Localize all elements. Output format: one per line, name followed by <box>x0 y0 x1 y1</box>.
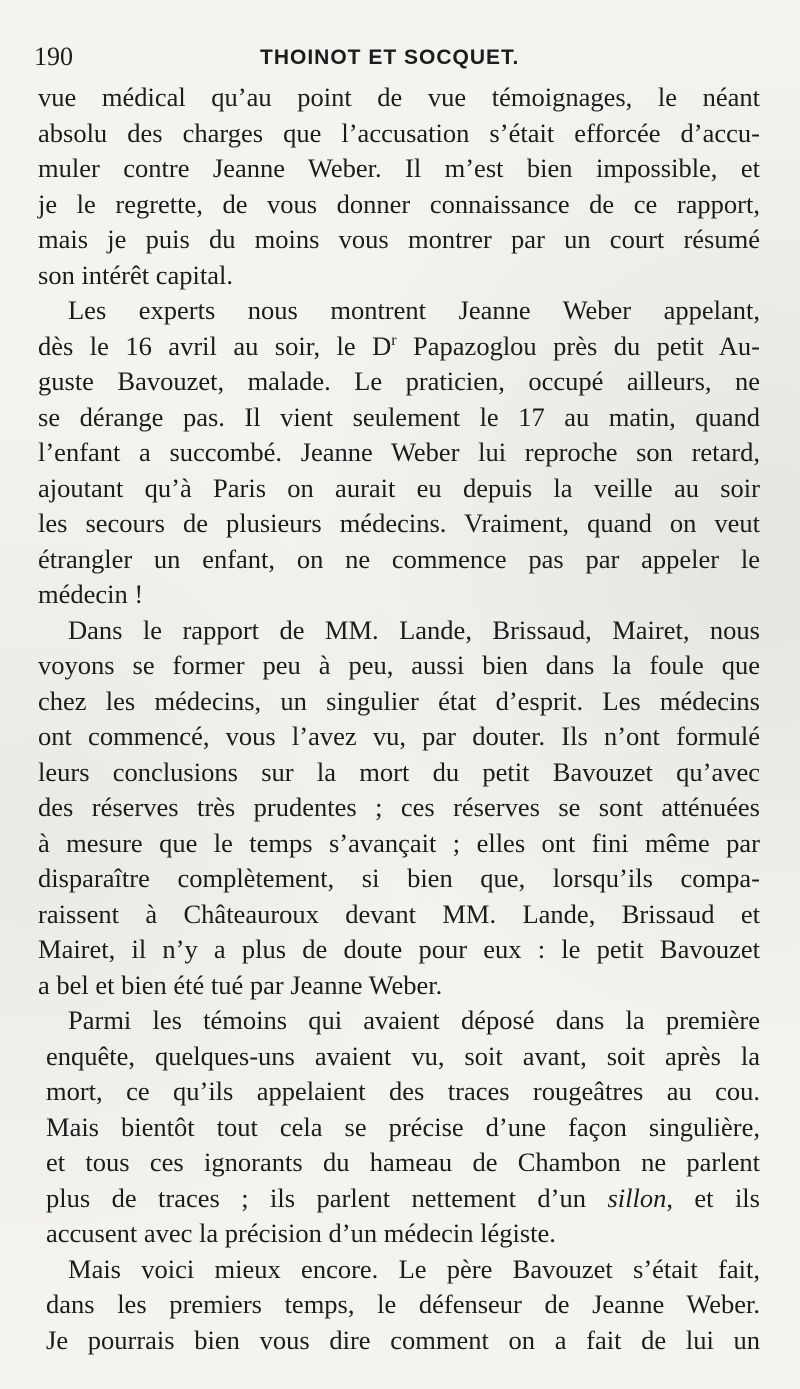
text-line: chez les médecins, un singulier état d’esprit. Les médecins <box>38 685 760 716</box>
text-line: a bel et bien été tué par Jeanne Weber. <box>38 969 443 1000</box>
text-line: mais je puis du moins vous montrer par un court résumé <box>38 224 760 254</box>
italic-word: sillon <box>607 1182 667 1213</box>
text-line: vue médical qu’au point de vue témoignages, le néant <box>38 82 760 112</box>
body-text <box>38 80 760 1358</box>
text-line: guste Bavouzet, malade. Le praticien, occupé ailleurs, ne <box>38 366 760 396</box>
text-line: ont commencé, vous l’avez vu, par douter. Ils n’ont formulé <box>38 721 760 751</box>
text-line: disparaître complètement, si bien que, lorsqu’ils compa- <box>38 863 760 893</box>
text-line: se dérange pas. Il vient seulement le 17 au matin, quand <box>38 401 760 432</box>
superscript: r <box>391 331 397 349</box>
text-line: muler contre Jeanne Weber. Il m’est bien impossible, et <box>38 153 760 183</box>
text-line <box>38 329 760 365</box>
text-line: enquête, quelques-uns avaient vu, soit avant, soit après la <box>46 1040 760 1071</box>
text-line: absolu des charges que l’accusation s’était efforcée d’accu- <box>38 117 760 148</box>
text-line: Mairet, il n’y a plus de doute pour eux : le petit Bavouzet <box>38 934 760 964</box>
text-fragment: , et ils <box>666 1182 760 1213</box>
text-line: voyons se former peu à peu, aussi bien dans la foule que <box>38 650 760 680</box>
text-line: leurs conclusions sur la mort du petit Bavouzet qu’avec <box>38 756 760 787</box>
text-line: et tous ces ignorants du hameau de Chambon ne parlent <box>46 1147 760 1177</box>
text-line: Je pourrais bien vous dire comment on a fait de lui un <box>46 1324 760 1355</box>
text-line: Mais bientôt tout cela se précise d’une façon singulière, <box>46 1111 760 1142</box>
paragraph-start-line: Parmi les témoins qui avaient déposé dans la première <box>68 1005 760 1035</box>
paragraph-start-line: Mais voici mieux encore. Le père Bavouzet s’était fait, <box>68 1253 760 1284</box>
text-line: médecin ! <box>38 579 144 609</box>
paragraph-start-line: Les experts nous montrent Jeanne Weber appelant, <box>68 295 760 325</box>
text-line: dans les premiers temps, le défenseur de Jeanne Weber. <box>46 1289 760 1319</box>
text-line: ajoutant qu’à Paris on aurait eu depuis la veille au soir <box>38 472 760 503</box>
text-line: je le regrette, de vous donner connaissance de ce rapport, <box>38 188 760 219</box>
text-line <box>38 1181 760 1217</box>
text-line: raissent à Châteauroux devant MM. Lande, Brissaud et <box>38 898 760 929</box>
text-fragment: dès le 16 avril au soir, le D <box>38 330 392 361</box>
text-line: des réserves très prudentes ; ces réserves se sont atténuées <box>38 792 760 822</box>
text-fragment: plus de traces ; ils parlent nettement d’un <box>46 1182 608 1213</box>
text-line: mort, ce qu’ils appelaient des traces rougeâtres au cou. <box>46 1076 760 1106</box>
paragraph-start-line: Dans le rapport de MM. Lande, Brissaud, Mairet, nous <box>68 614 760 645</box>
text-line: l’enfant a succombé. Jeanne Weber lui reproche son retard, <box>38 437 760 467</box>
text-line: les secours de plusieurs médecins. Vraiment, quand on veut <box>38 508 760 538</box>
text-line: accusent avec la précision d’un médecin légiste. <box>46 1218 556 1248</box>
page-header <box>34 40 754 74</box>
page-number: 190 <box>34 42 73 71</box>
running-head: THOINOT ET SOCQUET. <box>260 46 520 69</box>
text-fragment: Papazoglou près du petit Au- <box>396 330 760 361</box>
text-line: son intérêt capital. <box>38 259 233 290</box>
text-line: étrangler un enfant, on ne commence pas par appeler le <box>38 543 760 574</box>
text-line: à mesure que le temps s’avançait ; elles ont fini même par <box>38 827 760 858</box>
